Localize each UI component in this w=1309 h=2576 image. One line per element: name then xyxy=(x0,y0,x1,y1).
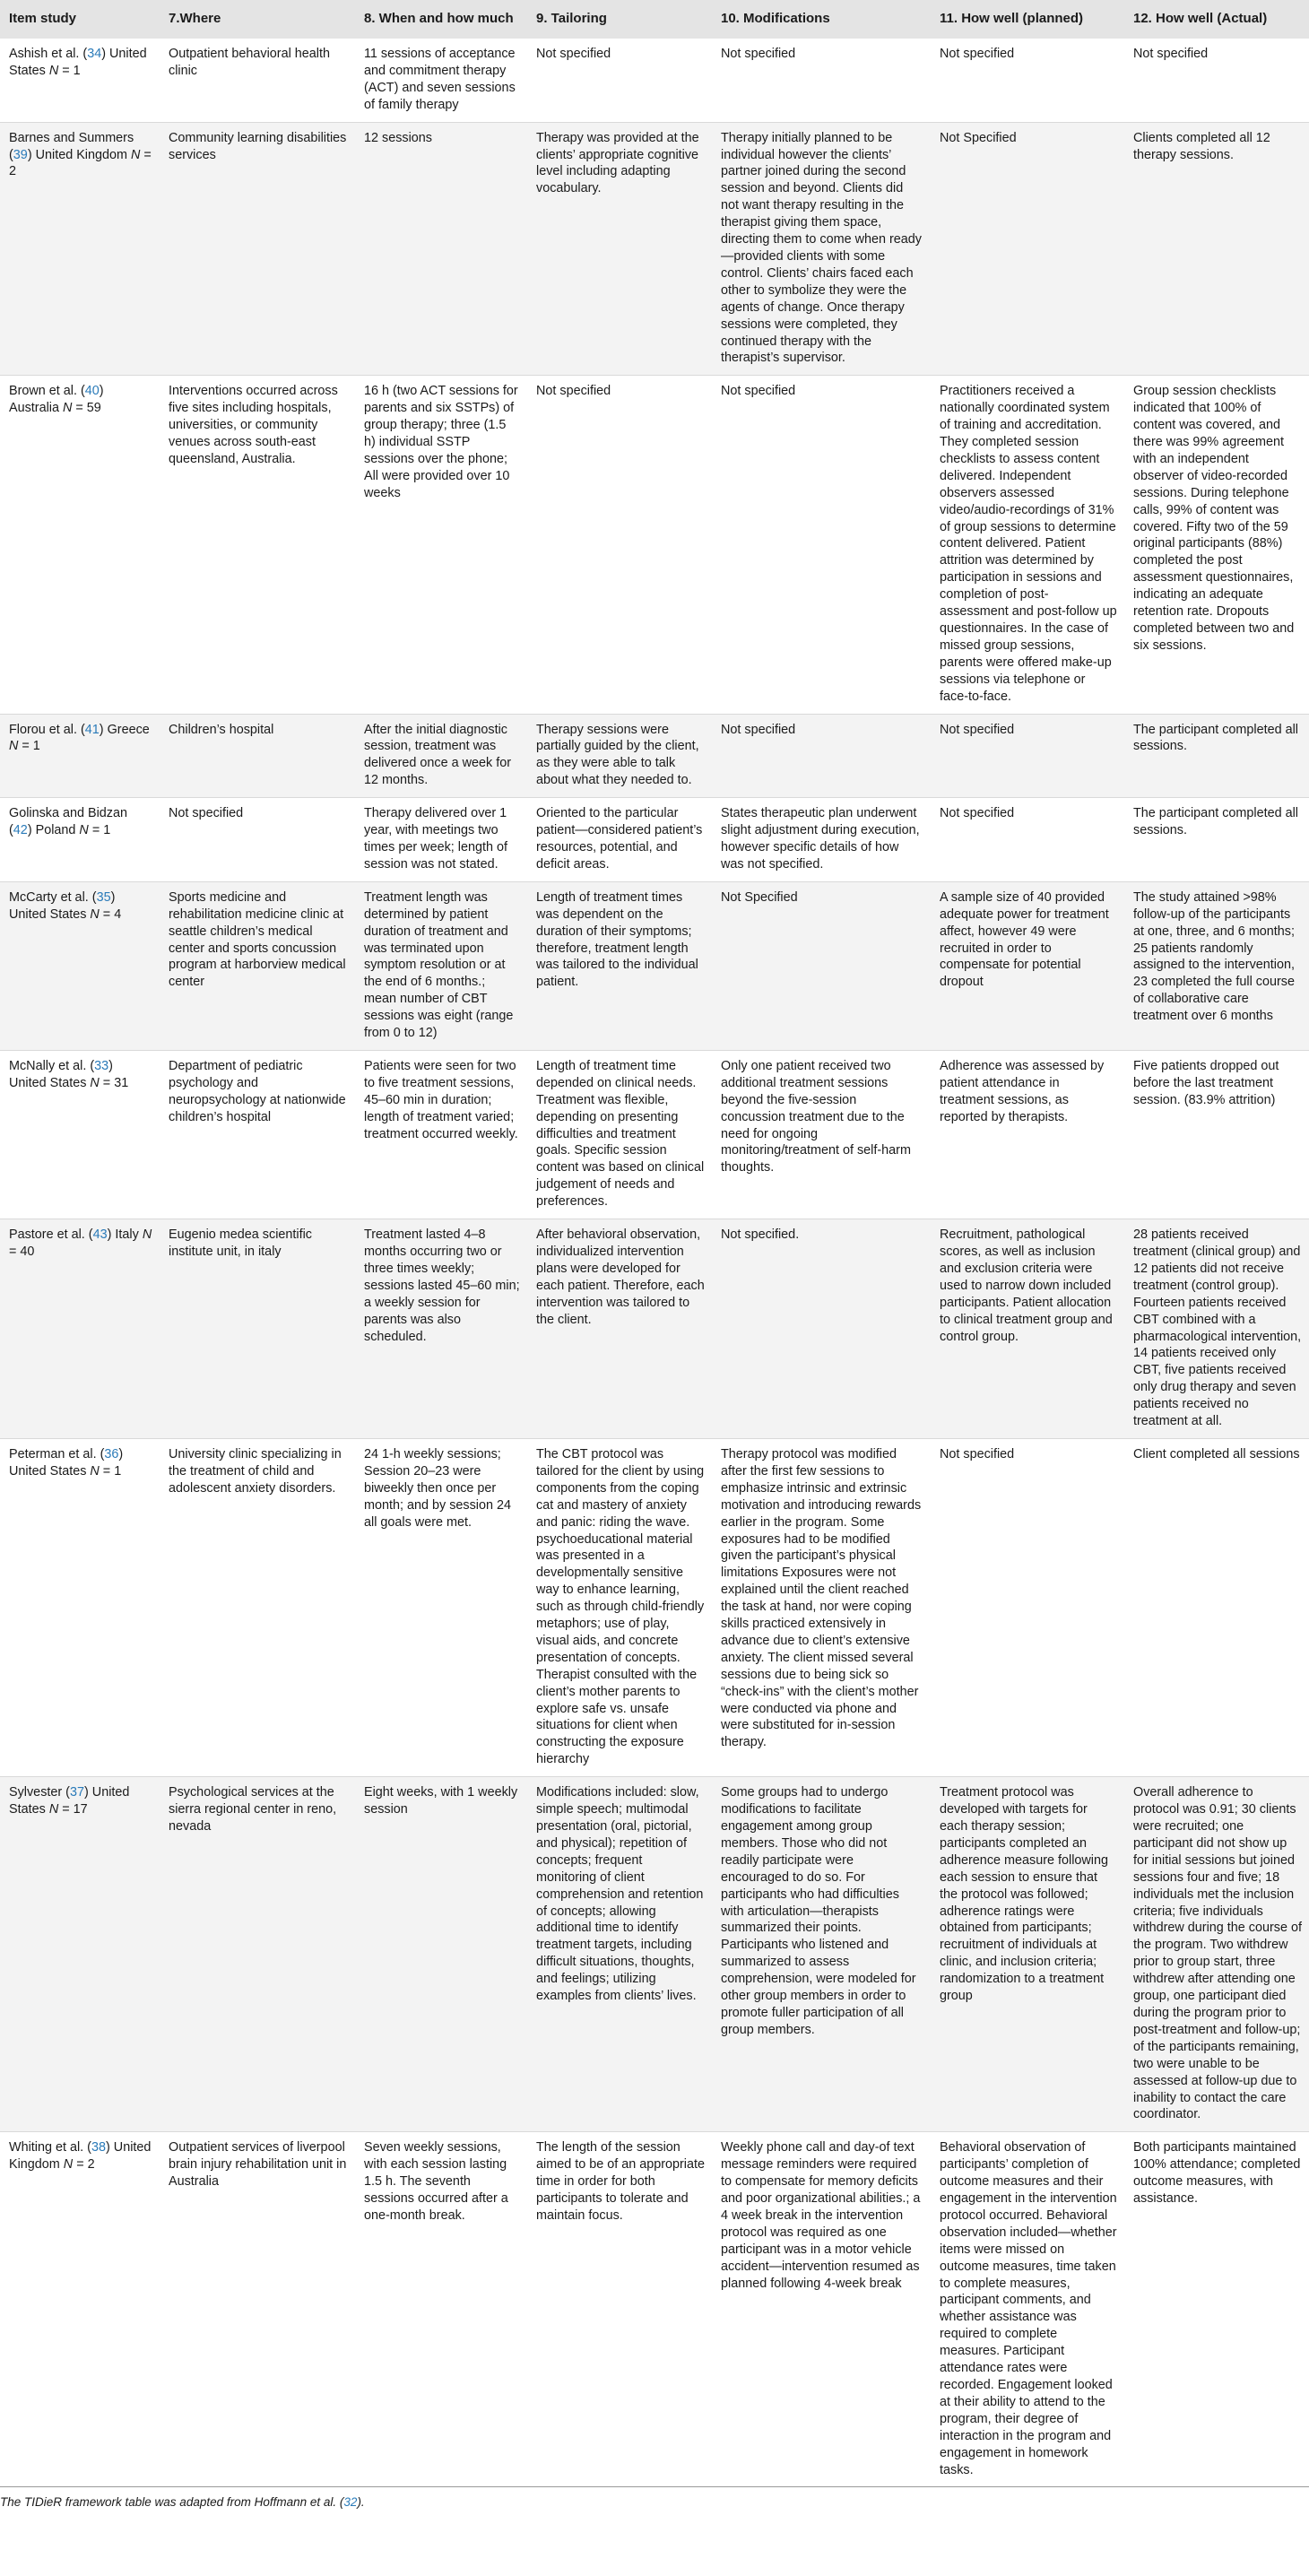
cell-how-well-actual: Clients completed all 12 therapy sessions. xyxy=(1124,122,1309,376)
cell-when-how-much: 24 1-h weekly sessions; Session 20–23 were biweekly then once per month; and by session 24 all goals were met. xyxy=(355,1438,527,1776)
study-n-label: N xyxy=(63,401,73,416)
study-reference-link[interactable]: 35 xyxy=(96,889,111,905)
study-reference-link[interactable]: 36 xyxy=(104,1446,119,1461)
study-n-label: N xyxy=(48,63,59,78)
study-author-close: ) xyxy=(107,1227,112,1243)
cell-how-well-planned: Treatment protocol was developed with targets for each therapy session; participants completed an adherence measure following each session to ensure that the protocol was followed; adherence ratings were obtained from participants; recruitment of individuals at clinic, and inclusion criteria; randomization to a treatment group xyxy=(931,1777,1124,2132)
table-row xyxy=(0,1438,1309,1776)
table-row xyxy=(0,1050,1309,1219)
table-row xyxy=(0,1777,1309,2132)
table-row xyxy=(0,122,1309,376)
cell-where: Interventions occurred across five sites including hospitals, universities, or community venues across south-east queensland, Australia. xyxy=(160,376,355,714)
footnote-text: The TIDieR framework table was adapted from Hoffmann et al. ( xyxy=(0,2495,344,2510)
cell-when-how-much: 16 h (two ACT sessions for parents and six SSTPs) of group therapy; three (1.5 h) individual SSTP sessions over the phone; All were provided over 10 weeks xyxy=(355,376,527,714)
study-country: United States xyxy=(9,1075,87,1090)
cell-how-well-actual: 28 patients received treatment (clinical group) and 12 patients did not receive treatment (control group). Fourteen patients received CBT combined with a pharmacological intervention, 14 patients received only CBT, five patients received only drug therapy and seven patients received no treatment at all. xyxy=(1124,1219,1309,1439)
cell-where: Department of pediatric psychology and neuropsychology at nationwide children’s hospital xyxy=(160,1050,355,1219)
cell-item-study xyxy=(0,2132,160,2487)
cell-how-well-planned: Not specified xyxy=(931,39,1124,122)
footnote-reference-link[interactable]: 32 xyxy=(343,2495,358,2510)
study-n-label: N xyxy=(9,739,19,754)
study-n-value: = 1 xyxy=(99,1463,122,1479)
cell-how-well-planned: Not Specified xyxy=(931,122,1124,376)
cell-when-how-much: Therapy delivered over 1 year, with meetings two times per week; length of session was not stated. xyxy=(355,798,527,882)
table-body xyxy=(0,39,1309,2487)
header-modifications: 10. Modifications xyxy=(712,0,931,39)
cell-how-well-actual: Not specified xyxy=(1124,39,1309,122)
study-country: United States xyxy=(9,1785,130,1817)
cell-modifications: Only one patient received two additional treatment sessions beyond the five-session concussion treatment due to the need for ongoing monitoring/treatment of self-harm thoughts. xyxy=(712,1050,931,1219)
study-author: Pastore et al. ( xyxy=(9,1227,93,1243)
study-n-value: = 1 xyxy=(18,739,40,754)
cell-where: University clinic specializing in the treatment of child and adolescent anxiety disorders. xyxy=(160,1438,355,1776)
cell-how-well-planned: Practitioners received a nationally coordinated system of training and accreditation. They completed session checklists to assess content delivered. Independent observers assessed video/audio-recordings of 31% of group sessions to determine content delivered. Patient attrition was determined by participation in sessions and completion of post-assessment and post-follow up questionnaires. In the case of missed group sessions, parents were offered make-up sessions via telephone or face-to-face. xyxy=(931,376,1124,714)
cell-how-well-actual: The participant completed all sessions. xyxy=(1124,714,1309,798)
study-n-value: = 2 xyxy=(73,2157,95,2173)
study-author: Whiting et al. ( xyxy=(9,2140,91,2155)
cell-modifications: Therapy initially planned to be individual however the clients’ partner joined during the second session and beyond. Clients did not want therapy resulting in the therapist giving them space, directing them to come when ready—provided clients with some control. Clients’ chairs faced each other to symbolize they were the agents of change. Once therapy sessions were completed, they continued therapy with the therapist’s supervisor. xyxy=(712,122,931,376)
study-n-value: = 4 xyxy=(99,906,122,922)
study-n-label: N xyxy=(79,823,89,838)
cell-how-well-actual: Client completed all sessions xyxy=(1124,1438,1309,1776)
study-author-close: ) xyxy=(101,47,106,61)
study-reference-link[interactable]: 43 xyxy=(92,1227,108,1243)
cell-how-well-planned: Not specified xyxy=(931,1438,1124,1776)
cell-when-how-much: 12 sessions xyxy=(355,122,527,376)
study-country: Greece xyxy=(107,722,150,737)
header-item-study: Item study xyxy=(0,0,160,39)
study-country: Poland xyxy=(35,823,76,838)
cell-item-study xyxy=(0,714,160,798)
cell-tailoring: Not specified xyxy=(527,376,712,714)
footnote-text-end: ). xyxy=(357,2495,365,2510)
cell-modifications: Some groups had to undergo modifications to facilitate engagement among group members. Those who did not readily participate were encouraged to do so. For participants who had difficulties with articulation—therapists summarized their points. Participants who listened and summarized to assess comprehension, were modeled for other group members in order to promote fuller participation of all group members. xyxy=(712,1777,931,2132)
cell-tailoring: Length of treatment time depended on clinical needs. Treatment was flexible, depending on presenting difficulties and treatment goals. Specific session content was based on clinical judgement of needs and preferences. xyxy=(527,1050,712,1219)
cell-where: Sports medicine and rehabilitation medicine clinic at seattle children’s medical center and sports concussion program at harborview medical center xyxy=(160,881,355,1050)
study-n-value: = 17 xyxy=(58,1802,88,1817)
cell-item-study xyxy=(0,1219,160,1439)
cell-item-study xyxy=(0,376,160,714)
cell-item-study xyxy=(0,122,160,376)
study-country: United States xyxy=(9,47,147,78)
header-row xyxy=(0,0,1309,39)
cell-tailoring: Oriented to the particular patient—considered patient’s resources, potential, and deficit areas. xyxy=(527,798,712,882)
cell-tailoring: Therapy sessions were partially guided by the client, as they were able to talk about what they needed to. xyxy=(527,714,712,798)
table-row xyxy=(0,39,1309,122)
study-author-close: ) xyxy=(99,722,104,737)
cell-item-study xyxy=(0,1438,160,1776)
cell-item-study xyxy=(0,881,160,1050)
cell-when-how-much: Treatment lasted 4–8 months occurring two or three times weekly; sessions lasted 45–60 min; a weekly session for parents was also scheduled. xyxy=(355,1219,527,1439)
study-n-label: N xyxy=(63,2157,74,2173)
study-n-label: N xyxy=(142,1227,152,1243)
study-reference-link[interactable]: 33 xyxy=(94,1058,109,1073)
study-country: United States xyxy=(9,906,87,922)
cell-how-well-planned: Recruitment, pathological scores, as well as inclusion and exclusion criteria were used to narrow down included participants. Patient allocation to clinical treatment group and control group. xyxy=(931,1219,1124,1439)
cell-when-how-much: Treatment length was determined by patient duration of treatment and was terminated upon symptom resolution or at the end of 6 months.; mean number of CBT sessions was eight (range from 0 to 12) xyxy=(355,881,527,1050)
study-author: Florou et al. ( xyxy=(9,722,85,737)
study-author: Ashish et al. ( xyxy=(9,47,88,61)
cell-modifications: Therapy protocol was modified after the first few sessions to emphasize intrinsic and extrinsic motivation and introducing rewards earlier in the program. Some exposures had to be modified given the participant’s physical limitations Exposures were not explained until the client reached the task at hand, nor were coping skills practiced extensively in advance due to client’s extensive anxiety. The client missed several sessions due to being sick so “check-ins” with the client’s mother were conducted via phone and were substituted for in-session therapy. xyxy=(712,1438,931,1776)
cell-how-well-actual: The participant completed all sessions. xyxy=(1124,798,1309,882)
study-reference-link[interactable]: 41 xyxy=(84,722,100,737)
cell-how-well-actual: Group session checklists indicated that 100% of content was covered, and there was 99% agreement with an independent observer of video-recorded sessions. During telephone calls, 99% of content was covered. Fifty two of the 59 original participants (88%) completed the post assessment questionnaires, indicating an adequate retention rate. Dropouts completed between two and six sessions. xyxy=(1124,376,1309,714)
cell-tailoring: After behavioral observation, individualized intervention plans were developed for each patient. Therefore, each intervention was tailored to the client. xyxy=(527,1219,712,1439)
header-when-how-much: 8. When and how much xyxy=(355,0,527,39)
study-author-close: ) xyxy=(118,1446,124,1461)
cell-item-study xyxy=(0,798,160,882)
cell-how-well-planned: Adherence was assessed by patient attendance in treatment sessions, as reported by therapists. xyxy=(931,1050,1124,1219)
table-footnote xyxy=(0,2487,1309,2509)
study-author: Brown et al. ( xyxy=(9,384,85,399)
study-reference-link[interactable]: 38 xyxy=(91,2140,106,2155)
cell-item-study xyxy=(0,1050,160,1219)
cell-when-how-much: Eight weeks, with 1 weekly session xyxy=(355,1777,527,2132)
cell-how-well-planned: A sample size of 40 provided adequate power for treatment affect, however 49 were recruited in order to compensate for potential dropout xyxy=(931,881,1124,1050)
study-n-label: N xyxy=(90,1463,100,1479)
study-n-value: = 1 xyxy=(88,823,111,838)
cell-where: Community learning disabilities services xyxy=(160,122,355,376)
cell-when-how-much: Seven weekly sessions, with each session lasting 1.5 h. The seventh sessions occurred after a one-month break. xyxy=(355,2132,527,2487)
study-reference-link[interactable]: 40 xyxy=(84,384,100,399)
table-row xyxy=(0,2132,1309,2487)
cell-modifications: Not Specified xyxy=(712,881,931,1050)
study-reference-link[interactable]: 39 xyxy=(13,147,28,162)
study-author-close: ) xyxy=(110,889,116,905)
cell-where: Children’s hospital xyxy=(160,714,355,798)
cell-tailoring: Length of treatment times was dependent on the duration of their symptoms; therefore, treatment length was tailored to the individual patient. xyxy=(527,881,712,1050)
study-n-value: = 59 xyxy=(72,401,101,416)
study-reference-link[interactable]: 34 xyxy=(87,47,102,61)
study-country: United Kingdom xyxy=(9,2140,152,2173)
study-author-close: ) xyxy=(108,1058,113,1073)
study-n-label: N xyxy=(90,1075,100,1090)
study-n-label: N xyxy=(131,147,141,162)
study-author-close: ) xyxy=(99,384,104,399)
study-author: McCarty et al. ( xyxy=(9,889,97,905)
cell-how-well-planned: Behavioral observation of participants’ completion of outcome measures and their engagement in the intervention protocol occurred. Behavioral observation included—whether items were missed on outcome measures, time taken to complete measures, participant comments, and whether assistance was required to complete measures. Participant attendance rates were recorded. Engagement looked at their ability to attend to the program, their degree of interaction in the program and engagement in homework tasks. xyxy=(931,2132,1124,2487)
cell-how-well-actual: Overall adherence to protocol was 0.91; 30 clients were recruited; one participant did not show up for initial sessions but joined sessions four and five; 18 individuals met the inclusion criteria; five individuals withdrew during the course of the program. Two withdrew prior to group start, three withdrew after attending one group, one participant died during the program prior to post-treatment and follow-up; of the participants remaining, two were unable to be assessed at follow-up due to inability to contact the care coordinator. xyxy=(1124,1777,1309,2132)
study-n-value: = 2 xyxy=(9,147,152,179)
cell-modifications: States therapeutic plan underwent slight adjustment during execution, however specific details of how was not specified. xyxy=(712,798,931,882)
cell-how-well-actual: Both participants maintained 100% attendance; completed outcome measures, with assistance. xyxy=(1124,2132,1309,2487)
table-row xyxy=(0,376,1309,714)
header-tailoring: 9. Tailoring xyxy=(527,0,712,39)
table-row xyxy=(0,798,1309,882)
cell-item-study xyxy=(0,39,160,122)
cell-when-how-much: After the initial diagnostic session, treatment was delivered once a week for 12 months. xyxy=(355,714,527,798)
study-author-close: ) xyxy=(27,147,32,162)
study-country: United States xyxy=(9,1463,87,1479)
study-country: United Kingdom xyxy=(35,147,128,162)
cell-tailoring: The length of the session aimed to be of an appropriate time in order for both participants to tolerate and maintain focus. xyxy=(527,2132,712,2487)
cell-where: Outpatient behavioral health clinic xyxy=(160,39,355,122)
study-country: Australia xyxy=(9,401,59,416)
cell-how-well-planned: Not specified xyxy=(931,798,1124,882)
cell-how-well-planned: Not specified xyxy=(931,714,1124,798)
study-reference-link[interactable]: 37 xyxy=(69,1785,84,1800)
study-country: Italy xyxy=(115,1227,139,1243)
cell-modifications: Not specified xyxy=(712,39,931,122)
cell-tailoring: Modifications included: slow, simple speech; multimodal presentation (oral, pictorial, and physical); repetition of concepts; frequent monitoring of client comprehension and retention of concepts; allowing additional time to identify treatment targets, including difficult situations, thoughts, and feelings; utilizing examples from clients’ lives. xyxy=(527,1777,712,2132)
cell-item-study xyxy=(0,1777,160,2132)
cell-modifications: Not specified xyxy=(712,714,931,798)
cell-where: Eugenio medea scientific institute unit, in italy xyxy=(160,1219,355,1439)
header-how-well-planned: 11. How well (planned) xyxy=(931,0,1124,39)
header-how-well-actual: 12. How well (Actual) xyxy=(1124,0,1309,39)
study-n-value: = 31 xyxy=(99,1075,129,1090)
cell-tailoring: Therapy was provided at the clients’ appropriate cognitive level including adapting vocabulary. xyxy=(527,122,712,376)
study-reference-link[interactable]: 42 xyxy=(13,823,28,838)
study-n-label: N xyxy=(90,906,100,922)
study-author: Golinska and Bidzan ( xyxy=(9,806,127,838)
header-where: 7.Where xyxy=(160,0,355,39)
cell-modifications: Not specified. xyxy=(712,1219,931,1439)
cell-tailoring: The CBT protocol was tailored for the client by using components from the coping cat and mastery of anxiety and panic: riding the wave. psychoeducational material was presented in a developmentally sensitive way to enhance learning, such as through child-friendly metaphors; use of play, visual aids, and concrete presentation of concepts. Therapist consulted with the client’s mother parents to explore safe vs. unsafe situations for client when constructing the exposure hierarchy xyxy=(527,1438,712,1776)
table-row xyxy=(0,1219,1309,1439)
study-author-close: ) xyxy=(84,1785,89,1800)
cell-when-how-much: Patients were seen for two to five treatment sessions, 45–60 min in duration; length of treatment varied; treatment occurred weekly. xyxy=(355,1050,527,1219)
table-header xyxy=(0,0,1309,39)
cell-modifications: Not specified xyxy=(712,376,931,714)
study-n-label: N xyxy=(48,1802,59,1817)
cell-where: Not specified xyxy=(160,798,355,882)
cell-how-well-actual: The study attained >98% follow-up of the participants at one, three, and 6 months; 25 patients randomly assigned to the intervention, 23 completed the full course of collaborative care treatment over 6 months xyxy=(1124,881,1309,1050)
cell-tailoring: Not specified xyxy=(527,39,712,122)
table-row xyxy=(0,714,1309,798)
table-row xyxy=(0,881,1309,1050)
cell-when-how-much: 11 sessions of acceptance and commitment therapy (ACT) and seven sessions of family therapy xyxy=(355,39,527,122)
study-n-value: = 1 xyxy=(58,63,81,78)
study-author-close: ) xyxy=(106,2140,110,2155)
cell-how-well-actual: Five patients dropped out before the last treatment session. (83.9% attrition) xyxy=(1124,1050,1309,1219)
study-author: Peterman et al. ( xyxy=(9,1446,105,1461)
cell-modifications: Weekly phone call and day-of text message reminders were required to compensate for memory deficits and poor organizational abilities.; a 4 week break in the intervention protocol was required as one participant was in a motor vehicle accident—intervention resumed as planned following 4-week break xyxy=(712,2132,931,2487)
cell-where: Psychological services at the sierra regional center in reno, nevada xyxy=(160,1777,355,2132)
study-author-close: ) xyxy=(27,823,32,838)
cell-where: Outpatient services of liverpool brain injury rehabilitation unit in Australia xyxy=(160,2132,355,2487)
study-author: Sylvester ( xyxy=(9,1785,70,1800)
study-n-value: = 40 xyxy=(9,1245,35,1259)
study-author: Barnes and Summers ( xyxy=(9,130,134,162)
study-author: McNally et al. ( xyxy=(9,1058,95,1073)
